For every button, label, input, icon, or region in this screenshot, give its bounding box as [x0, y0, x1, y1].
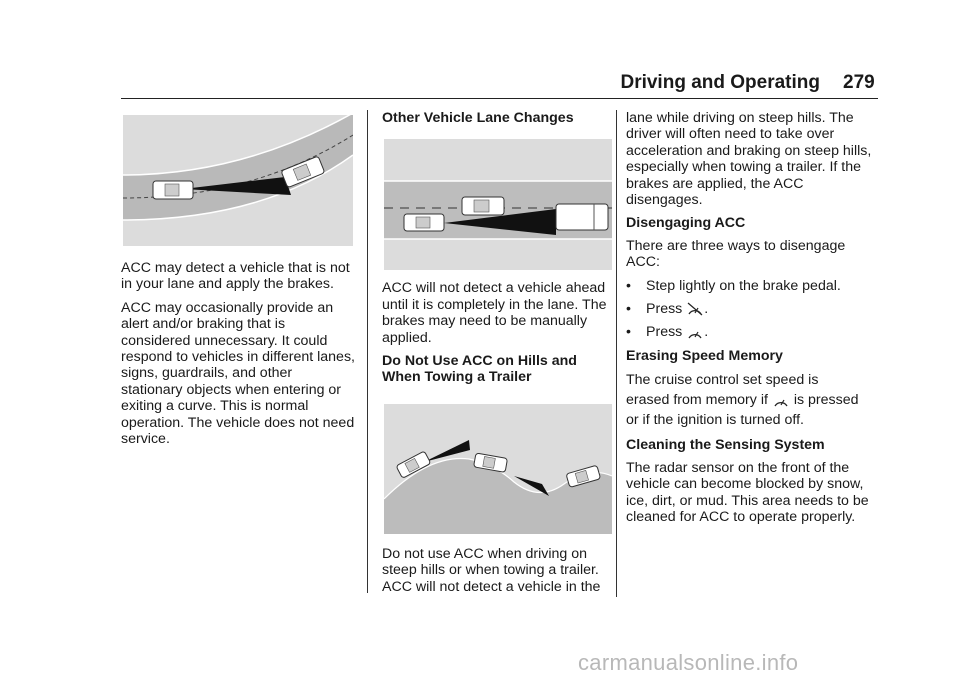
section-title: Driving and Operating — [620, 72, 820, 93]
column-divider-2 — [616, 110, 617, 597]
bullet-text: Step lightly on the brake pedal. — [646, 277, 841, 294]
lane-change-illustration — [384, 139, 612, 270]
bullet-marker: • — [626, 277, 631, 294]
col1-paragraph-2: ACC may occasionally provide an alert and/or braking that is considered unnecessary. It could respond to vehicles in different lanes, signs, guardrails, and other stationary objects when entering or exiting a curve. This is normal operation. The vehicle does not need service. — [121, 299, 355, 448]
bullet-item: • Press . — [626, 324, 709, 341]
col3-paragraph-4: The radar sensor on the front of the vehicle can become blocked by snow, ice, dirt, or mud. This area needs to be cleaned for ACC to operate properly. — [626, 459, 869, 525]
heading-other-vehicle-lane-changes: Other Vehicle Lane Changes — [382, 110, 574, 126]
heading-cleaning-sensing-system: Cleaning the Sensing System — [626, 437, 825, 454]
hills-illustration — [384, 404, 612, 534]
bullet-item: • Press . — [626, 301, 709, 318]
col3-paragraph-1: lane while driving on steep hills. The driver will often need to take over acceleration and braking on steep hills, especially when towing a trailer. If the brakes are applied, the ACC disengages. — [626, 110, 872, 209]
cruise-onoff-icon — [687, 326, 703, 340]
col1-paragraph-1: ACC may detect a vehicle that is not in your lane and apply the brakes. — [121, 260, 350, 293]
col2-paragraph-1: ACC will not detect a vehicle ahead until it is completely in the lane. The brakes may need to be manually applied. — [382, 280, 607, 346]
column-1 — [121, 110, 355, 454]
header-rule — [121, 98, 878, 99]
cruise-onoff-icon — [773, 394, 789, 408]
page-number: 279 — [843, 72, 875, 93]
bullet-marker: • — [626, 324, 631, 341]
curve-road-illustration — [123, 115, 353, 246]
bullet-marker: • — [626, 301, 631, 318]
col3-paragraph-2: There are three ways to disengage ACC: — [626, 237, 846, 271]
column-divider-1 — [367, 110, 368, 593]
column-3 — [626, 110, 878, 532]
bullet-text: Press — [646, 301, 683, 318]
cruise-cancel-icon — [687, 302, 703, 316]
col2-paragraph-2: Do not use ACC when driving on steep hills or when towing a trailer. ACC will not detect a vehicle in the — [382, 545, 601, 595]
heading-hills-and-trailer: Do Not Use ACC on Hills and When Towing a Trailer — [382, 353, 577, 386]
heading-erasing-speed-memory: Erasing Speed Memory — [626, 347, 783, 364]
heading-disengaging-acc: Disengaging ACC — [626, 215, 746, 232]
column-2 — [382, 110, 614, 602]
bullet-text: Press — [646, 324, 683, 341]
col3-paragraph-3: The cruise control set speed is erased from memory if is pressed or if the ignition is turned off. — [626, 372, 859, 429]
watermark: carmanualsonline.info — [578, 650, 799, 675]
bullet-item — [626, 278, 878, 294]
